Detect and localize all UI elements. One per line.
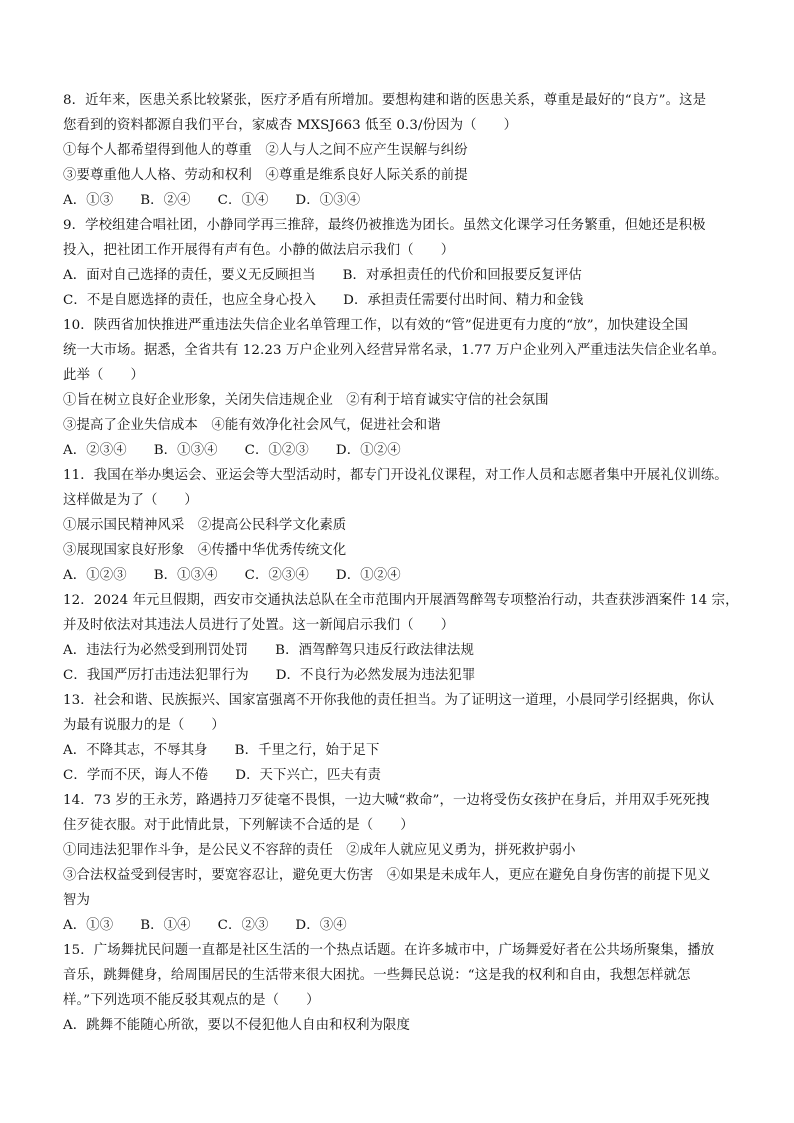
question-10-statement: ③提高了企业失信成本 ④能有效净化社会风气，促进社会和谐	[63, 418, 441, 433]
question-9-line: 9．学校组建合唱社团，小静同学再三推辞，最终仍被推选为团长。虽然文化课学习任务繁重，但她还是积极	[63, 218, 706, 233]
question-15-line: 音乐，跳舞健身，给周围居民的生活带来很大困扰。一些舞民总说：“这是我的权利和自由，我想怎样就怎	[63, 968, 691, 983]
question-9-line: 投入，把社团工作开展得有声有色。小静的做法启示我们（ ）	[63, 243, 455, 258]
question-8-choices: A．①③ B．②④ C．①④ D．①③④	[63, 193, 361, 208]
question-9-choices: C．不是自愿选择的责任，也应全身心投入 D．承担责任需要付出时间、精力和金钱	[63, 293, 584, 308]
question-14-line: 住歹徒衣服。对于此情此景，下列解读不合适的是（ ）	[63, 818, 414, 833]
question-13-line: 13．社会和谐、民族振兴、国家富强离不开你我他的责任担当。为了证明这一道理，小晨同学引经据典，你认	[63, 693, 715, 708]
question-11-statement: ③展现国家良好形象 ④传播中华优秀传统文化	[63, 543, 347, 558]
question-11-line: 这样做是为了（ ）	[63, 493, 198, 508]
question-14-choices: A．①③ B．①④ C．②③ D．③④	[63, 918, 347, 933]
question-10-line: 此举（ ）	[63, 368, 144, 383]
question-14-statement: ①同违法犯罪作斗争，是公民义不容辞的责任 ②成年人就应见义勇为，拼死救护弱小	[63, 843, 576, 858]
question-10	[63, 313, 743, 463]
question-11-line: 11．我国在举办奥运会、亚运会等大型活动时，都专门开设礼仪课程，对工作人员和志愿者集中开展礼仪训练。	[63, 468, 728, 483]
question-14	[63, 788, 743, 938]
question-8-line: 您看到的资料都源自我们平台，家威杏 MXSJ663 低至 0.3/份因为（ ）	[63, 118, 518, 133]
exam-page	[63, 88, 743, 1038]
question-10-choices: A．②③④ B．①③④ C．①②③ D．①②④	[63, 443, 401, 458]
question-13-choices: A．不降其志，不辱其身 B．千里之行，始于足下	[63, 743, 380, 758]
question-15	[63, 938, 743, 1038]
question-11	[63, 463, 743, 588]
question-11-statement: ①展示国民精神风采 ②提高公民科学文化素质	[63, 518, 347, 533]
question-13-choices: C．学而不厌，诲人不倦 D．天下兴亡，匹夫有责	[63, 768, 381, 783]
question-14-line: 14．73 岁的王永芳，路遇持刀歹徒毫不畏惧，一边大喊“救命”，一边将受伤女孩护在身后，并用双手死死拽	[63, 793, 710, 808]
question-12	[63, 588, 743, 688]
question-14-statement: 智为	[63, 893, 90, 908]
question-13	[63, 688, 743, 788]
question-15-line: 样。”下列选项不能反驳其观点的是（ ）	[63, 993, 320, 1008]
question-15-line: 15．广场舞扰民问题一直都是社区生活的一个热点话题。在许多城市中，广场舞爱好者在公共场所聚集，播放	[63, 943, 715, 958]
question-9	[63, 213, 743, 313]
question-10-statement: ①旨在树立良好企业形象，关闭失信违规企业 ②有利于培育诚实守信的社会氛围	[63, 393, 549, 408]
question-8	[63, 88, 743, 213]
question-8-line: 8．近年来，医患关系比较紧张，医疗矛盾有所增加。要想构建和谐的医患关系，尊重是最好的“良方”。这是	[63, 93, 707, 108]
question-11-choices: A．①②③ B．①③④ C．②③④ D．①②④	[63, 568, 401, 583]
question-12-choices: A．违法行为必然受到刑罚处罚 B．酒驾醉驾只违反行政法律法规	[63, 643, 474, 658]
question-14-statement: ③合法权益受到侵害时，要宽容忍让，避免更大伤害 ④如果是未成年人，更应在避免自身伤害的前提下见义	[63, 868, 711, 883]
question-13-line: 为最有说服力的是（ ）	[63, 718, 225, 733]
question-10-line: 统一大市场。据悉，全省共有 12.23 万户企业列入经营异常名录，1.77 万户企业列入严重违法失信企业名单。	[63, 343, 726, 358]
question-8-statement: ①每个人都希望得到他人的尊重 ②人与人之间不应产生误解与纠纷	[63, 143, 468, 158]
question-12-choices: C．我国严厉打击违法犯罪行为 D．不良行为必然发展为违法犯罪	[63, 668, 476, 683]
question-10-line: 10．陕西省加快推进严重违法失信企业名单管理工作，以有效的“管”促进更有力度的“放”，加快建设全国	[63, 318, 689, 333]
question-15-choice: A．跳舞不能随心所欲，要以不侵犯他人自由和权利为限度	[63, 1018, 411, 1033]
question-9-choices: A．面对自己选择的责任，要义无反顾担当 B．对承担责任的代价和回报要反复评估	[63, 268, 582, 283]
question-12-line: 并及时依法对其违法人员进行了处置。这一新闻启示我们（ ）	[63, 618, 455, 633]
question-8-statement: ③要尊重他人人格、劳动和权利 ④尊重是维系良好人际关系的前提	[63, 168, 468, 183]
question-12-line: 12．2024 年元旦假期，西安市交通执法总队在全市范围内开展酒驾醉驾专项整治行动，共查获涉酒案件 14 宗，	[63, 593, 739, 608]
